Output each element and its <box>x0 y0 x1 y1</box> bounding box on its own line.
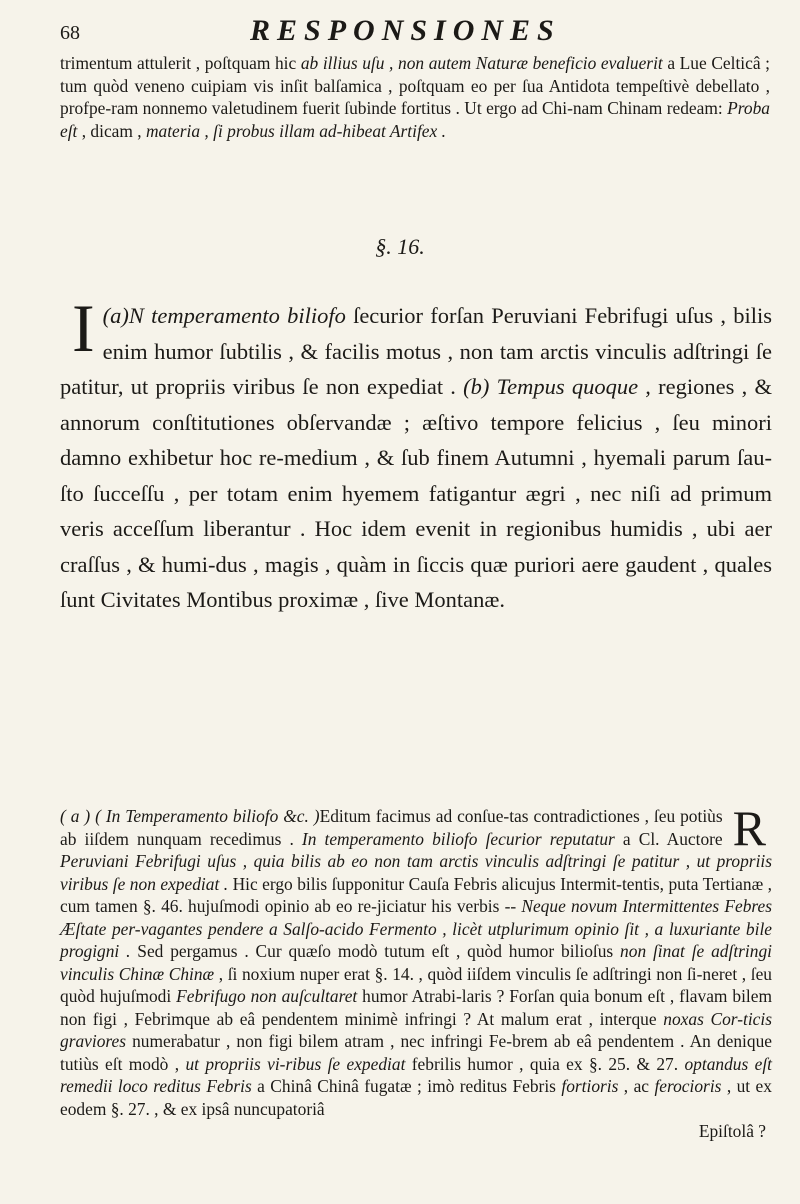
response-label: ( a ) <box>60 806 91 826</box>
resp-text-9: a Chinâ Chinâ fugatæ ; imò reditus Febris <box>251 1076 562 1096</box>
resp-text-8: febrilis humor , quia ex §. 25. & 27. <box>405 1053 685 1074</box>
running-title: RESPONSIONES <box>250 14 561 47</box>
resp-italic-7: ut propriis vi-ribus ſe expediat <box>185 1053 406 1074</box>
intro-text-1: trimentum attulerit , poſtquam hic <box>60 53 301 73</box>
resp-italic-1: In temperamento biliofo ſecurior reputatur <box>301 828 615 849</box>
resp-text-2: a Cl. Auctore <box>614 828 723 849</box>
note-label-b: (b) <box>463 374 490 399</box>
page-header <box>60 14 760 48</box>
resp-text-5: , ſi noxium nuper erat §. 14. , quòd iiſdem vinculis ſe adſtringi non ſi-neret , ſeu quòd hujuſmodi <box>60 963 772 1006</box>
page-number: 68 <box>60 22 80 44</box>
intro-text-3: , dicam , <box>77 120 146 141</box>
resp-text-10: , ac <box>618 1076 655 1096</box>
response-paragraph <box>60 800 772 1143</box>
intro-italic-2: Proba eſt <box>60 98 770 141</box>
intro-paragraph <box>60 52 770 142</box>
section-mark: §. 16. <box>375 234 425 259</box>
resp-italic-5: Febrifugo non auſcultaret <box>176 986 358 1006</box>
resp-italic-9: fortioris <box>561 1076 619 1096</box>
resp-text-1: Editum facimus ad conſue-tas contradictiones , ſeu potiùs ab iiſdem nunquam recedimus . <box>60 806 723 849</box>
main-text-2: regiones , & annorum conſtitutiones obſervandæ ; æſtivo tempore felicius , ſeu minori damno exhibetur hoc re-medium , & ſub finem Autumni , hyemali parum ſau-ſto ſucceſſu , per totam enim hyemem fatigantur ægri , nec niſi ad primum veris acceſſum liberantur . Hoc idem evenit in regionibus humidis , ubi aer craſſus , & humi-dus , magis , quàm in ſiccis quæ puriori aere gaudent , quales ſunt Civitates Montibus proximæ , ſive Montanæ. <box>60 374 772 612</box>
resp-text-3: Hic ergo bilis ſupponitur Cauſa Febris alicujus Intermit-tentis, puta Tertianæ , cum tamen §. 46. hujuſmodi opinio ab eo re-jiciatur his verbis -- <box>60 873 772 916</box>
resp-text-7: numerabatur , non figi bilem atram , nec infringi Fe-brem ab eâ pendentem . An denique tutiùs eſt modò , <box>60 1031 772 1074</box>
resp-italic-10: ferocioris <box>654 1076 722 1096</box>
resp-text-4: Sed pergamus . Cur quæſo modò tutum eſt , quòd humor bilioſus <box>130 941 621 961</box>
response-drop-cap: R <box>732 800 766 856</box>
resp-italic-4: non ſinat ſe adſtringi vinculis Chinæ Chinæ <box>60 941 772 984</box>
resp-text-11: , ut ex eodem §. 27. , & ex ipsâ nuncupatoriâ <box>60 1076 772 1119</box>
drop-cap: I <box>72 290 95 366</box>
main-text-1: ſecurior forſan Peruviani Febrifugi uſus , bilis enim humor ſubtilis , & facilis motus , non tam arctis vinculis adſtringi ſe patitur, ut propriis viribus ſe non expediat . <box>60 303 772 399</box>
intro-italic-3: materia , ſi probus illam ad-hibeat Artifex . <box>145 120 446 141</box>
main-italic-1: N temperamento biliofo <box>128 303 346 328</box>
resp-italic-3: Neque novum Intermittentes Febres Æſtate per-vagantes pendere a Salſo-acido Fermento , licèt utplurimum opinio ſit , a luxuriante bile progigni . <box>60 896 772 961</box>
note-label-a: (a) <box>102 303 129 328</box>
resp-italic-8: optandus eſt remedii loco reditus Febris <box>60 1053 772 1096</box>
resp-italic-6: noxas Cor-ticis graviores <box>60 1008 772 1051</box>
main-italic-2: Tempus quoque , <box>489 374 651 399</box>
intro-text-2: a Lue Celticâ ; tum quòd veneno cuipiam vis inſit balſamica , poſtquam eo per ſua Antidota tempeſtivè debellato , profpe-ram nonnemo valetudinem fuerit ſubinde fortitus . Ut ergo ad Chi-nam Chinam redeam: <box>60 53 771 118</box>
intro-italic-1: ab illius uſu , non autem Naturæ beneficio evaluerit <box>300 53 663 73</box>
response-reference: ( In Temperamento biliofo &c. ) <box>95 806 320 826</box>
closing-line: Epiſtolâ ? <box>698 1121 766 1141</box>
resp-text-6: humor Atrabi-laris ? Forſan quia bonum eſt , flavam bilem non figi , Febrimque ab eâ pendentem minimè infringi ? At malum erat , interque <box>60 986 772 1029</box>
main-paragraph <box>60 290 772 618</box>
resp-italic-2: Peruviani Febrifugi uſus , quia bilis ab eo non tam arctis vinculis adſtringi ſe patitur , ut propriis viribus ſe non expediat . <box>60 851 772 894</box>
